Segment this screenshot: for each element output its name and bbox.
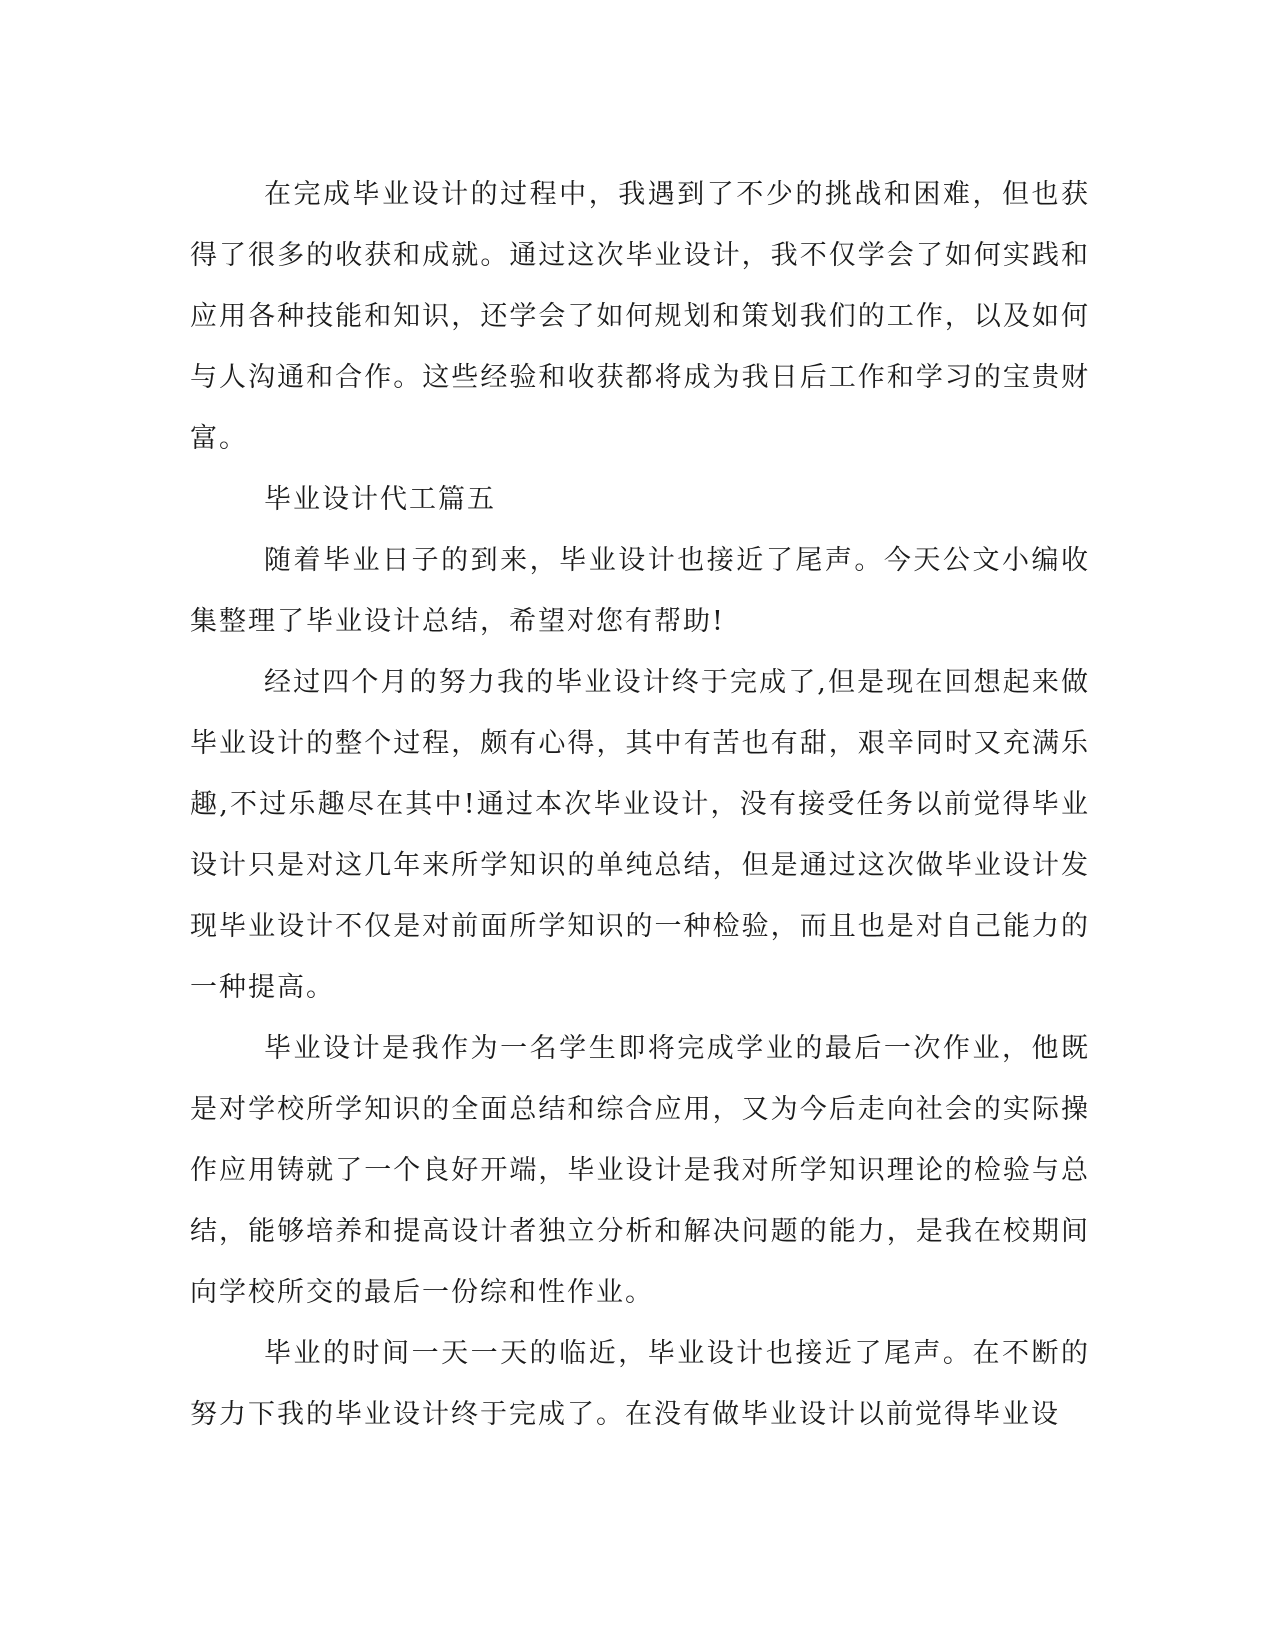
paragraph-5: 毕业的时间一天一天的临近，毕业设计也接近了尾声。在不断的努力下我的毕业设计终于完成了。在没有做毕业设计以前觉得毕业设 [190, 1338, 1090, 1430]
paragraph-2: 随着毕业日子的到来，毕业设计也接近了尾声。今天公文小编收集整理了毕业设计总结，希望对您有帮助! [190, 545, 1090, 637]
document-body [190, 164, 1090, 1445]
paragraph-4: 毕业设计是我作为一名学生即将完成学业的最后一次作业，他既是对学校所学知识的全面总结和综合应用，又为今后走向社会的实际操作应用铸就了一个良好开端，毕业设计是我对所学知识理论的检验与总结，能够培养和提高设计者独立分析和解决问题的能力，是我在校期间向学校所交的最后一份综和性作业。 [190, 1033, 1090, 1308]
paragraph-1: 在完成毕业设计的过程中，我遇到了不少的挑战和困难，但也获得了很多的收获和成就。通过这次毕业设计，我不仅学会了如何实践和应用各种技能和知识，还学会了如何规划和策划我们的工作，以及如何与人沟通和合作。这些经验和收获都将成为我日后工作和学习的宝贵财富。 [190, 179, 1090, 454]
section-heading: 毕业设计代工篇五 [264, 484, 496, 515]
paragraph-3: 经过四个月的努力我的毕业设计终于完成了,但是现在回想起来做毕业设计的整个过程，颇有心得，其中有苦也有甜，艰辛同时又充满乐趣,不过乐趣尽在其中!通过本次毕业设计，没有接受任务以前觉得毕业设计只是对这几年来所学知识的单纯总结，但是通过这次做毕业设计发现毕业设计不仅是对前面所学知识的一种检验，而且也是对自己能力的一种提高。 [190, 667, 1090, 1003]
